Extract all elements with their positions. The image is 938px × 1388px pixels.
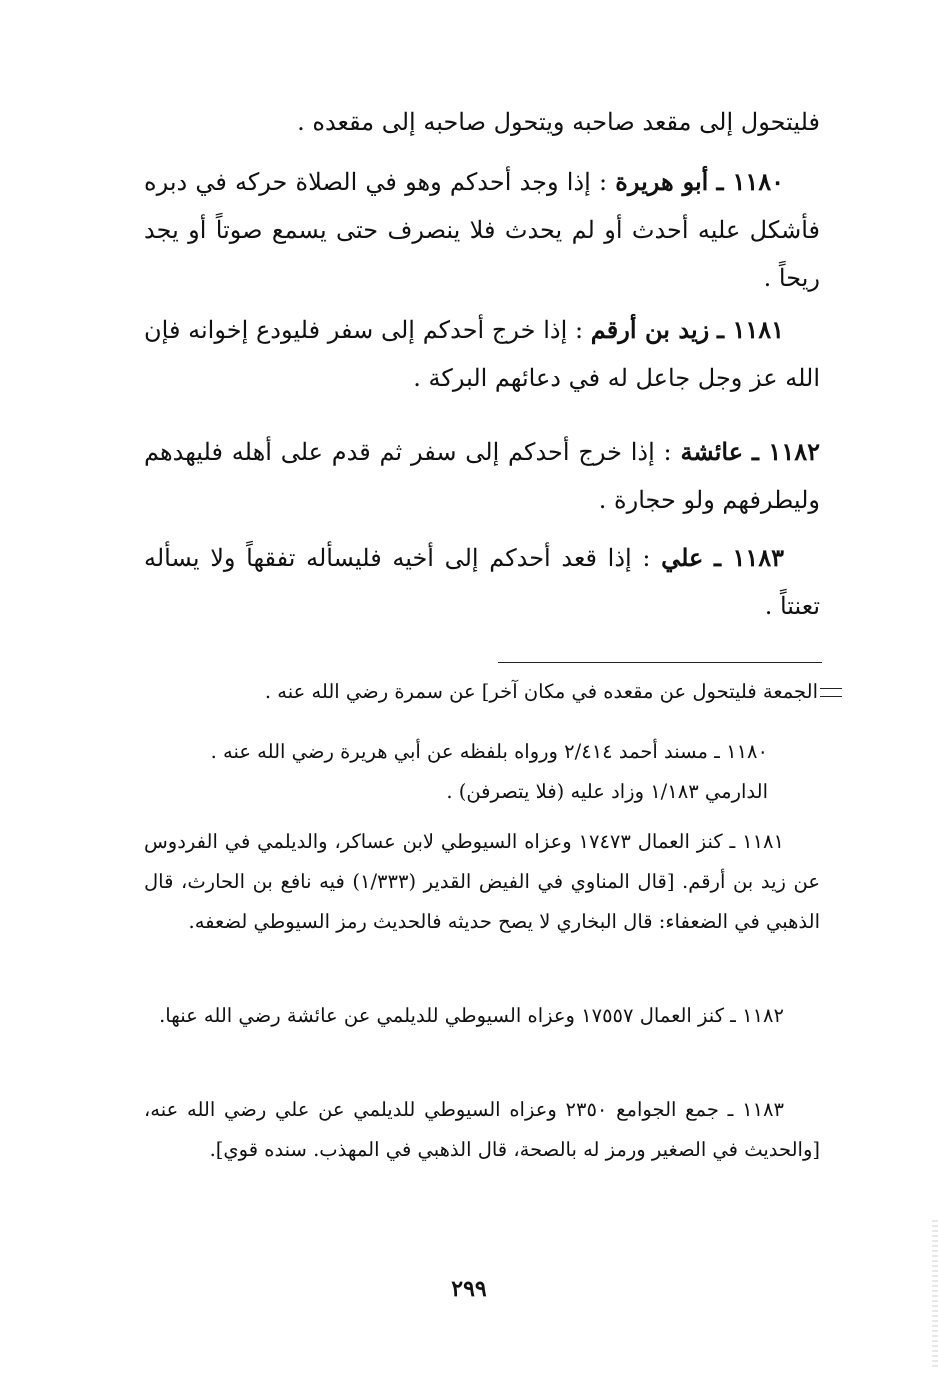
footnote-1183 xyxy=(144,1090,820,1170)
continuation-text: فليتحول إلى مقعد صاحبه ويتحول صاحبه إلى مقعده . xyxy=(297,108,820,136)
page-number: ٢٩٩ xyxy=(451,1276,487,1302)
footnote-line: ١١٨٠ ـ مسند أحمد ٢/٤١٤ ورواه بلفظه عن أبي هريرة رضي الله عنه . xyxy=(210,740,768,763)
main-text-continuation xyxy=(144,98,820,146)
footnote-1180 xyxy=(144,732,820,812)
scan-edge-noise xyxy=(932,1220,938,1370)
hadith-text: : إذا خرج أحدكم إلى سفر ثم قدم على أهله فليهدهم وليطرفهم ولو حجارة . xyxy=(144,438,820,514)
entry-number: ١١٨٠ ـ xyxy=(716,167,784,196)
footnote-text: ١١٨١ ـ كنز العمال ١٧٤٧٣ وعزاه السيوطي لابن عساكر، والديلمي في الفردوس عن زيد بن أرقم. [قال المناوي في الفيض القدير (١/٣٣٣) فيه نافع بن الحارث، قال الذهبي في الضعفاء: قال البخاري لا يصح حديثه فالحديث رمز السيوطي لضعفه. xyxy=(144,830,820,933)
entry-number: ١١٨١ ـ xyxy=(716,315,785,344)
hadith-text: : إذا قعد أحدكم إلى أخيه فليسأله تفقهاً ولا يسأله تعنتاً . xyxy=(144,544,820,620)
narrator-name: أبو هريرة xyxy=(615,167,709,196)
footnote-text: ١١٨٣ ـ جمع الجوامع ٢٣٥٠ وعزاه السيوطي للديلمي عن علي رضي الله عنه، [والحديث في الصغير ورمز له بالصحة، قال الذهبي في المهذب. سنده قوي]. xyxy=(144,1098,820,1161)
footnote-1181 xyxy=(144,822,820,942)
hadith-entry-1182 xyxy=(144,428,820,524)
hadith-entry-1180 xyxy=(144,158,820,302)
footnote-separator xyxy=(498,662,822,663)
footnote-1182 xyxy=(144,996,820,1036)
hadith-text: : إذا خرج أحدكم إلى سفر فليودع إخوانه فإن الله عز وجل جاعل له في دعائهم البركة . xyxy=(144,316,820,392)
footnote-line: الدارمي ١/١٨٣ وزاد عليه (فلا يتصرفن) . xyxy=(446,780,768,803)
narrator-name: زيد بن أرقم xyxy=(590,315,710,344)
footnote-continuation-text: الجمعة فليتحول عن مقعده في مكان آخر] عن سمرة رضي الله عنه . xyxy=(264,680,818,703)
entry-number: ١١٨٣ ـ xyxy=(714,543,784,572)
hadith-entry-1181 xyxy=(144,306,820,402)
footnote-continuation xyxy=(178,672,818,712)
continuation-mark xyxy=(820,688,842,697)
narrator-name: علي xyxy=(661,543,704,572)
hadith-entry-1183 xyxy=(144,534,820,630)
entry-number: ١١٨٢ ـ xyxy=(751,437,820,466)
narrator-name: عائشة xyxy=(680,437,744,466)
footnote-text: ١١٨٢ ـ كنز العمال ١٧٥٥٧ وعزاه السيوطي للديلمي عن عائشة رضي الله عنها. xyxy=(159,1004,784,1027)
hadith-text: : إذا وجد أحدكم وهو في الصلاة حركه في دبره فأشكل عليه أحدث أو لم يحدث فلا ينصرف حتى يسمع صوتاً أو يجد ريحاً . xyxy=(144,168,820,292)
